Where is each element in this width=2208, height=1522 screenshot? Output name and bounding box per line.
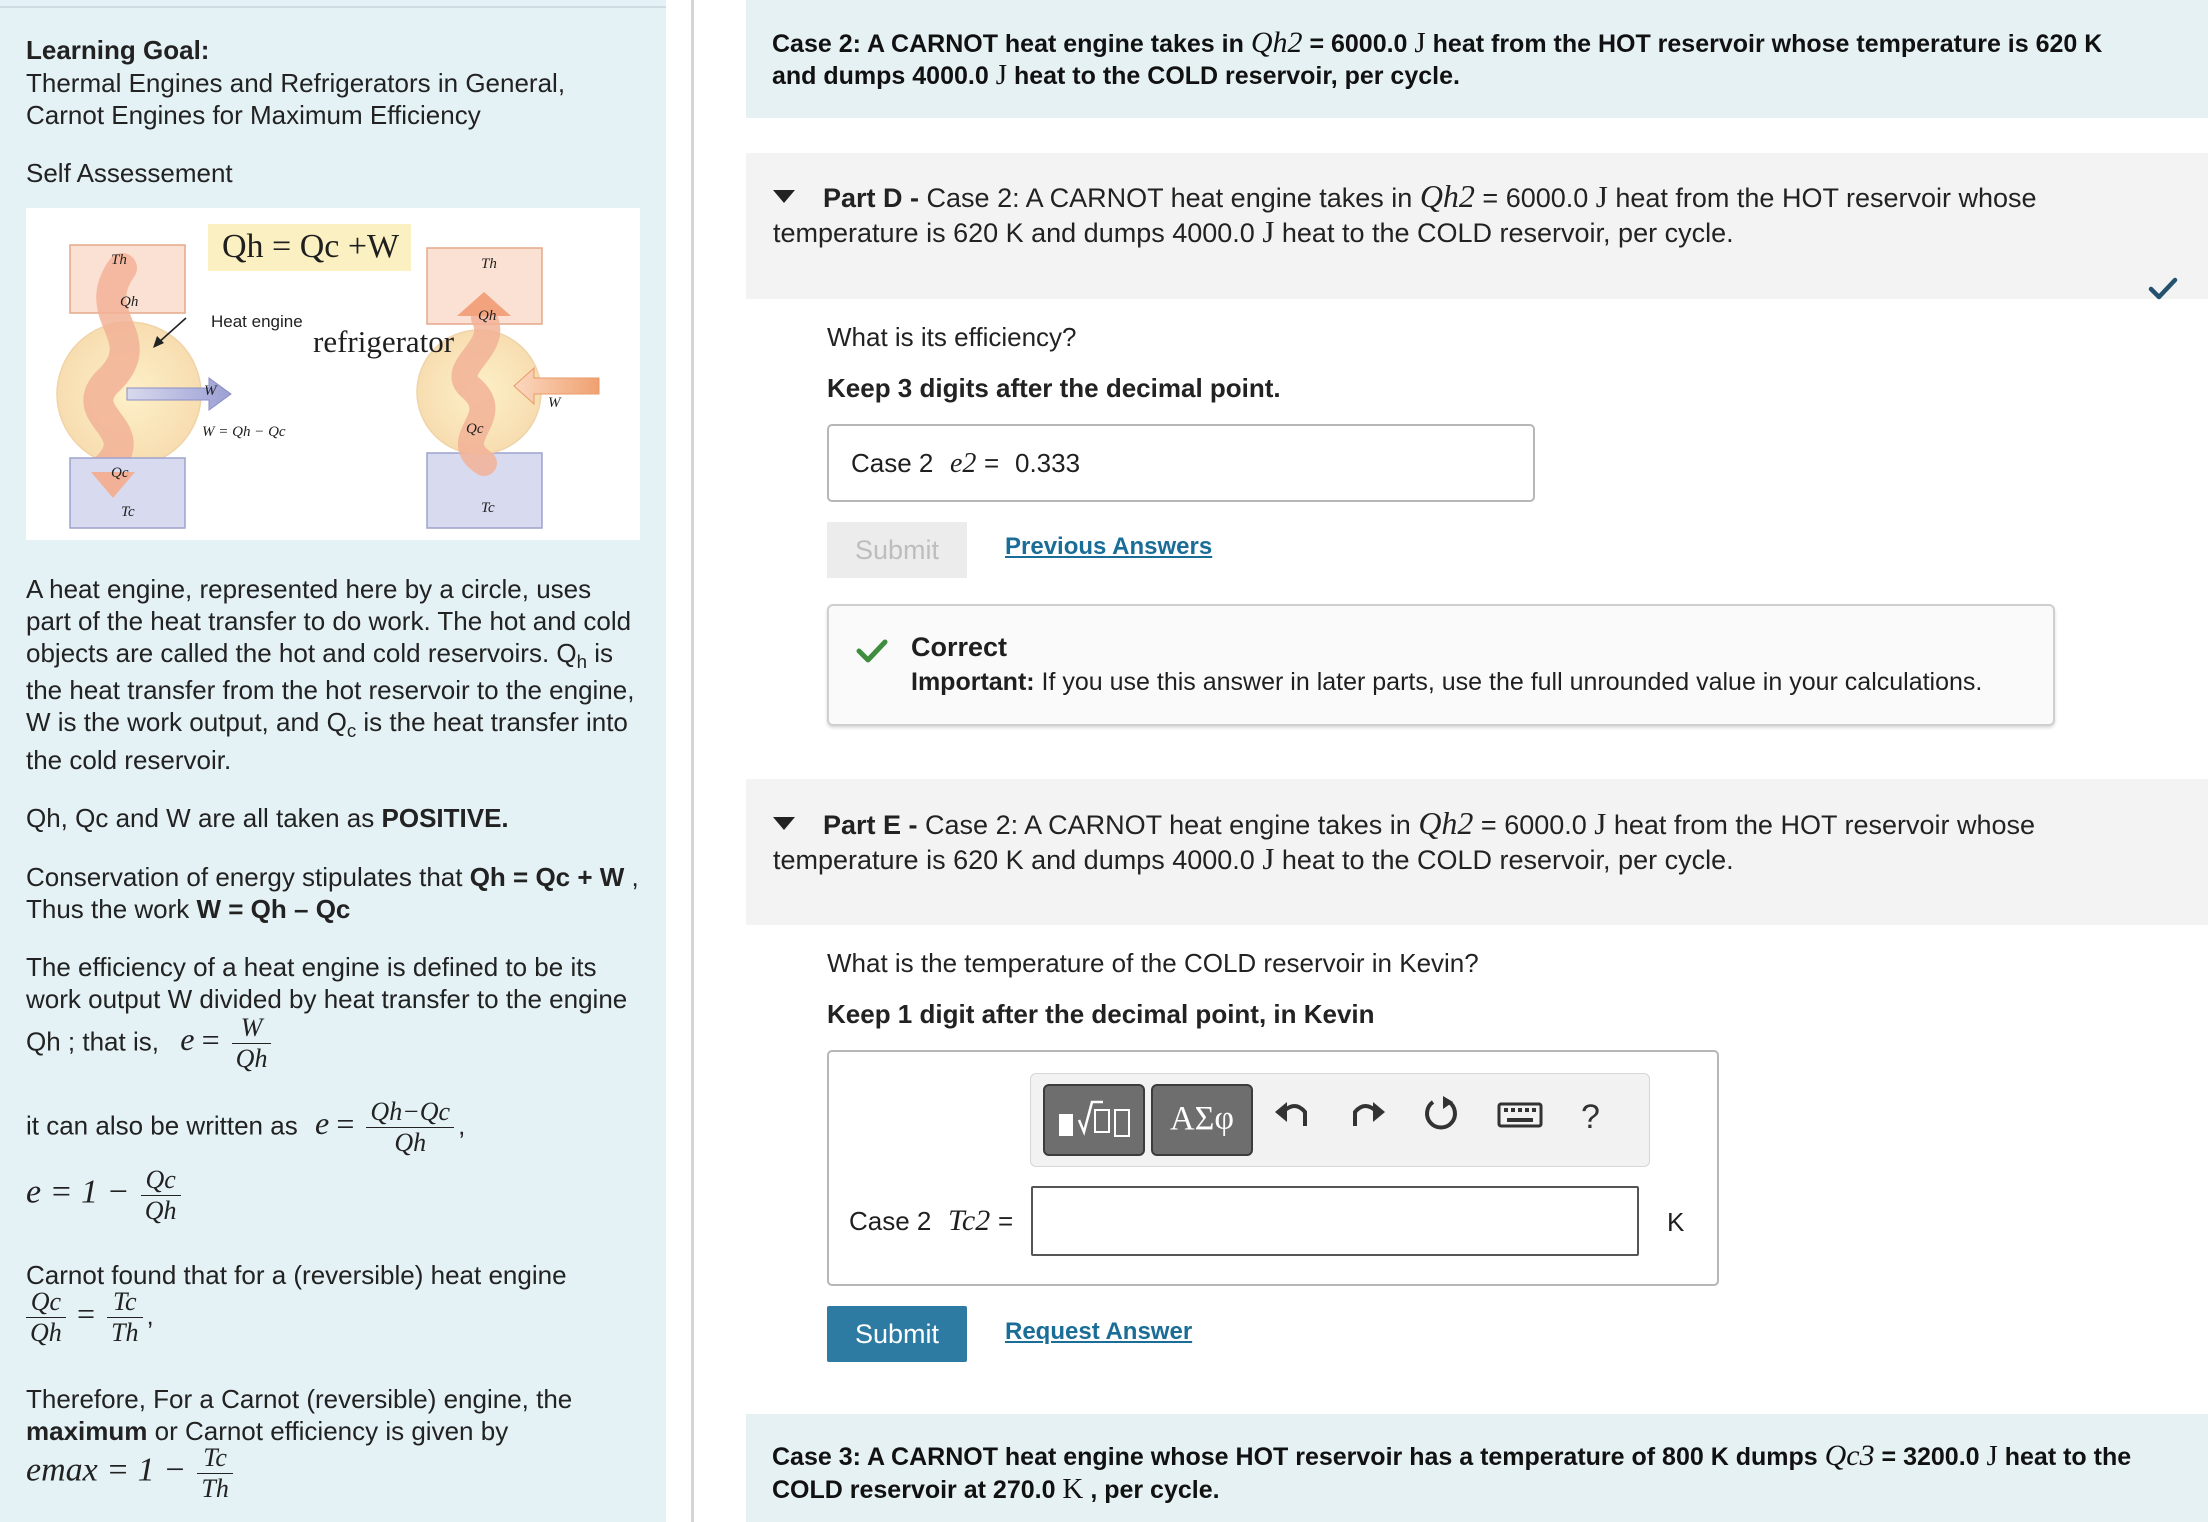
part-e-instruction: Keep 1 digit after the decimal point, in Kevin <box>827 999 1375 1029</box>
templates-button[interactable] <box>1043 1084 1145 1156</box>
intro-line3: objects are called the hot and cold reservoirs. $Q_h$ is <box>26 638 614 673</box>
previous-answers-link[interactable]: Previous Answers <box>1005 533 1213 560</box>
correct-check-icon <box>856 638 888 664</box>
part-e-question: What is the temperature of the COLD reservoir in Kevin? <box>827 948 1479 978</box>
intro-line4: the heat transfer from the hot reservoir to the engine, <box>26 675 635 705</box>
energy-equation-box <box>208 224 411 271</box>
efficiency-line1: The efficiency of a heat engine is defined to be its <box>26 952 597 982</box>
math-toolbar <box>1030 1073 1650 1167</box>
part-e-answer-input[interactable] <box>1031 1186 1639 1256</box>
work-equation: W = Qh − Qc <box>202 424 286 440</box>
part-d-answer-variable: e2 <box>950 448 977 479</box>
part-d-title-line1: Part D - Case 2: A CARNOT heat engine takes in Qh2 = 6000.0 J heat from the HOT reservoir whose <box>773 179 2203 216</box>
part-d-answer-box <box>827 424 1535 502</box>
engine-tc-label: Tc <box>121 504 135 520</box>
efficiency-line2: work output W divided by heat transfer to the engine <box>26 984 628 1014</box>
conservation-line1: Conservation of energy stipulates that Qh = Qc + W , <box>26 862 639 892</box>
fridge-tc-label: Tc <box>481 500 495 516</box>
collapse-triangle-icon[interactable] <box>773 190 795 203</box>
case3-banner <box>746 1414 2208 1522</box>
carnot-ratio-formula: $\frac{Qc}{Qh}$ = $\frac{Tc}{Th}$ , <box>26 1287 154 1348</box>
learning-goal-line2: Carnot Engines for Maximum Efficiency <box>26 100 481 130</box>
part-e-title-line1: Part E - Case 2: A CARNOT heat engine takes in Qh2 = 6000.0 J heat from the HOT reservoir whose <box>773 806 2203 843</box>
panel-divider <box>691 0 694 1522</box>
engine-qc-label: Qc <box>111 465 129 481</box>
case2-banner-line2: and dumps 4000.0 J heat to the COLD reservoir, per cycle. <box>772 59 1460 91</box>
intro-line2: part of the heat transfer to do work. The hot and cold <box>26 606 632 636</box>
part-d-question: What is its efficiency? <box>827 322 1077 352</box>
carnot-max-line1: Therefore, For a Carnot (reversible) engine, the <box>26 1384 573 1414</box>
greek-symbols-button[interactable]: ΑΣφ <box>1151 1084 1253 1156</box>
fridge-qc-label: Qc <box>466 421 484 437</box>
engine-th-label: Th <box>111 252 127 268</box>
help-button[interactable]: ? <box>1581 1098 1600 1136</box>
feedback-title: Correct <box>911 632 1008 662</box>
learning-goal-line1: Thermal Engines and Refrigerators in General, <box>26 68 566 98</box>
intro-line1: A heat engine, represented here by a circle, uses <box>26 574 592 604</box>
feedback-message: Important: If you use this answer in later parts, use the full unrounded value in your calculations. <box>911 668 1983 696</box>
intro-line6: the cold reservoir. <box>26 745 232 775</box>
engine-w-label: W <box>204 383 217 399</box>
part-d-equals: = <box>984 448 1000 478</box>
learning-goal-panel <box>0 0 666 1522</box>
efficiency-formula-2: it can also be written as e = $\frac{Qh-Qc}{Qh}$ , <box>26 1097 466 1157</box>
part-e-answer-prefix: Case 2 <box>849 1206 932 1236</box>
conservation-line2: Thus the work W = Qh – Qc <box>26 894 351 924</box>
case3-banner-line1: Case 3: A CARNOT heat engine whose HOT reservoir has a temperature of 800 K dumps Qc3 = 3200.0 J heat to the <box>772 1439 2132 1472</box>
fridge-w-label: W <box>548 395 561 411</box>
efficiency-formula-1: Qh ; that is, e = $\frac{W}{Qh}$ <box>26 1013 275 1074</box>
engine-qh-label: Qh <box>120 294 139 310</box>
self-assessment-label: Self Assessement <box>26 158 233 188</box>
part-d-completed-check-icon <box>2148 276 2178 302</box>
part-d-feedback <box>827 604 2055 726</box>
undo-icon[interactable] <box>1271 1092 1315 1136</box>
keyboard-icon[interactable] <box>1495 1092 1547 1136</box>
part-e-equals: = <box>998 1206 1014 1236</box>
efficiency-formula-3: e = 1 − $\frac{Qc}{Qh}$ <box>26 1165 185 1226</box>
part-d-instruction: Keep 3 digits after the decimal point. <box>827 373 1281 403</box>
heat-engine-label: Heat engine <box>211 312 303 331</box>
part-d-title-line2: temperature is 620 K and dumps 4000.0 J heat to the COLD reservoir, per cycle. <box>773 214 1734 249</box>
part-d-header[interactable] <box>746 153 2208 299</box>
intro-line5: W is the work output, and $Q_c$ is the heat transfer into <box>26 707 628 742</box>
reset-icon[interactable] <box>1419 1092 1463 1136</box>
heat-engine-refrigerator-diagram <box>26 208 640 540</box>
refrigerator-label: refrigerator <box>313 324 455 359</box>
part-d-answer-value: 0.333 <box>1015 448 1081 478</box>
learning-goal-label: Learning Goal: <box>26 35 210 65</box>
carnot-found-text: Carnot found that for a (reversible) heat engine <box>26 1260 567 1290</box>
part-e-title-line2: temperature is 620 K and dumps 4000.0 J heat to the COLD reservoir, per cycle. <box>773 841 1734 876</box>
fridge-qh-label: Qh <box>478 308 497 324</box>
templates-icon <box>1045 1086 1143 1154</box>
positive-note: Qh, Qc and W are all taken as POSITIVE. <box>26 803 509 833</box>
part-e-unit: K <box>1667 1207 1685 1237</box>
redo-icon[interactable] <box>1345 1092 1389 1136</box>
part-d-submit-button: Submit <box>827 522 967 578</box>
part-e-header[interactable] <box>746 779 2208 925</box>
case3-banner-line2: COLD reservoir at 270.0 K , per cycle. <box>772 1473 1220 1505</box>
case2-banner <box>746 0 2208 118</box>
request-answer-link[interactable]: Request Answer <box>1005 1318 1193 1345</box>
collapse-triangle-icon[interactable] <box>773 817 795 830</box>
fridge-th-label: Th <box>481 256 497 272</box>
part-e-answer-variable: Tc2 <box>948 1204 991 1237</box>
carnot-max-line2: maximum or Carnot efficiency is given by <box>26 1416 509 1446</box>
part-d-answer-prefix: Case 2 <box>851 448 934 478</box>
part-e-submit-button[interactable]: Submit <box>827 1306 967 1362</box>
case2-banner-line1: Case 2: A CARNOT heat engine takes in Qh2 = 6000.0 J heat from the HOT reservoir whose temperature is 620 K <box>772 26 2103 59</box>
carnot-max-formula: emax = 1 − $\frac{Tc}{Th}$ <box>26 1443 237 1504</box>
panel-top-border <box>0 6 666 8</box>
energy-equation: Qh = Qc +W <box>222 228 400 265</box>
